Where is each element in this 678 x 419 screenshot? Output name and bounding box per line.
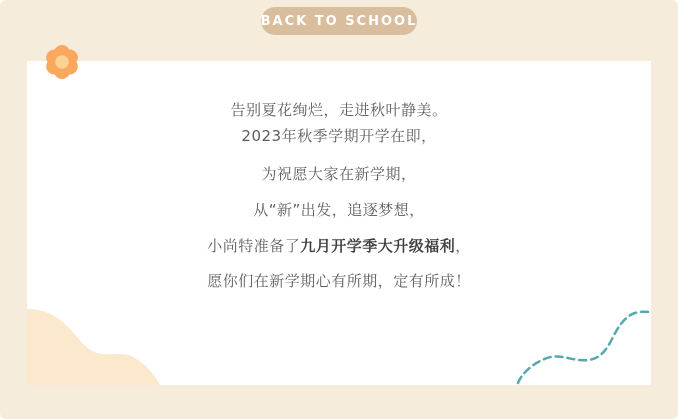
greeting-line-4: 从“新”出发，追逐梦想， bbox=[253, 201, 425, 219]
greeting-line-5-prefix: 小尚特准备了 bbox=[207, 237, 301, 255]
greeting-text-block bbox=[27, 61, 651, 289]
greeting-line-2: 2023年秋季学期开学在即， bbox=[241, 127, 437, 145]
wave-corner-shape bbox=[27, 307, 162, 385]
dashed-squiggle-line bbox=[511, 306, 651, 386]
back-to-school-banner bbox=[261, 7, 417, 35]
greeting-line-1: 告别夏花绚烂，走进秋叶静美。 bbox=[230, 101, 448, 119]
greeting-line-5 bbox=[27, 238, 651, 254]
greeting-card bbox=[27, 61, 651, 385]
greeting-line-3: 为祝愿大家在新学期， bbox=[261, 165, 417, 183]
greeting-line-6: 愿你们在新学期心有所期，定有所成！ bbox=[207, 272, 471, 290]
greeting-line-5-highlight: 九月开学季大升级福利 bbox=[300, 237, 456, 255]
greeting-line-5-suffix: ， bbox=[455, 237, 471, 255]
flower-icon bbox=[45, 45, 79, 79]
banner-label: BACK TO SCHOOL bbox=[260, 13, 418, 29]
